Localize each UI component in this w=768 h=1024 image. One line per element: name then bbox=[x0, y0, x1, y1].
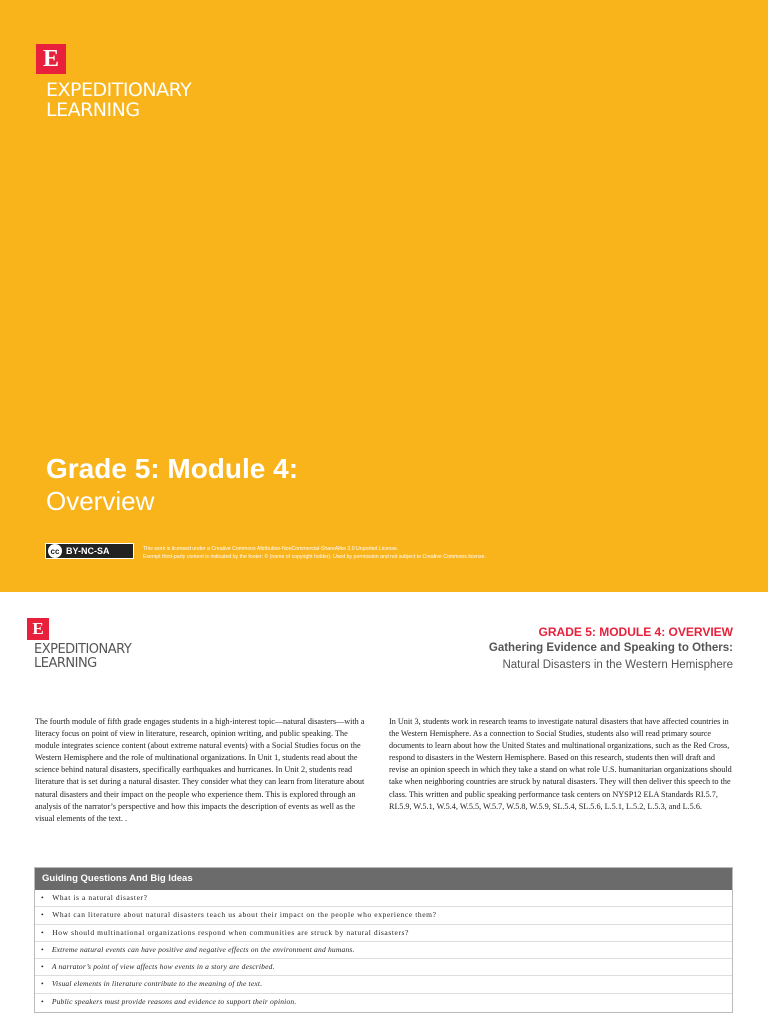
bullet-icon: • bbox=[41, 979, 44, 989]
list-item-text: How should multinational organizations respond when communities are struck by natural disasters? bbox=[52, 927, 410, 937]
page-logo-line2: LEARNING bbox=[34, 655, 97, 671]
cover-title: Grade 5: Module 4: bbox=[46, 453, 299, 484]
license-notice bbox=[143, 545, 593, 562]
big-idea-item bbox=[35, 942, 732, 959]
guiding-questions-table bbox=[34, 867, 733, 1013]
header-module-subtitle: Natural Disasters in the Western Hemisphere bbox=[502, 659, 733, 671]
header-grade-module: GRADE 5: MODULE 4: OVERVIEW bbox=[538, 625, 733, 639]
expeditionary-learning-logo-icon: E bbox=[36, 44, 66, 74]
list-item-text: Public speakers must provide reasons and evidence to support their opinion. bbox=[51, 996, 297, 1006]
bullet-icon: • bbox=[41, 996, 44, 1006]
page-logo-text bbox=[34, 643, 131, 670]
intro-paragraph-left: The fourth module of fifth grade engages students in a high-interest topic—natural disasters—with a literacy focus on point of view in literature, research, opinion writing, and public speaking. The module integrates science content (about extreme natural events) with a Social Studies focus on the Western Hemisphere and the role of multinational organizations. In Unit 1, students read about the science behind natural disasters, specifically earthquakes and hurricanes. In Unit 2, students read literature that is set during a natural disaster. They consider what they can learn from literature about natural disasters and their impact on the people who experience them. This is explored through an analysis of the narrator’s perspective and how this impacts the description of events as well as the visual elements of the text. . bbox=[35, 717, 365, 823]
cc-icon: cc bbox=[48, 544, 62, 558]
header-module-title: Gathering Evidence and Speaking to Others: bbox=[488, 642, 733, 654]
big-idea-item bbox=[35, 959, 732, 976]
cover-logo-line1: EXPEDITIONARY bbox=[46, 79, 192, 101]
cover-logo-text bbox=[46, 81, 191, 121]
page-logo-icon: E bbox=[27, 618, 49, 640]
bullet-icon: • bbox=[41, 893, 45, 902]
license-line-2: Exempt third-party content is indicated by the footer: © (name of copyright holder). Used by permission and not subject to Creative Commons license. bbox=[143, 554, 486, 561]
bullet-icon: • bbox=[41, 944, 44, 954]
list-item-text: What is a natural disaster? bbox=[52, 893, 148, 902]
creative-commons-badge[interactable] bbox=[45, 543, 134, 559]
guiding-question-item bbox=[35, 907, 732, 924]
cc-license-label: BY-NC-SA bbox=[66, 546, 110, 556]
bullet-icon: • bbox=[41, 927, 45, 937]
list-item-text: A narrator’s point of view affects how events in a story are described. bbox=[51, 962, 275, 972]
cover-logo-line2: LEARNING bbox=[46, 98, 140, 121]
license-line-1: This work is licensed under a Creative Commons Attribution-NonCommercial-ShareAlike 3.0 Unported License. bbox=[143, 546, 399, 552]
guiding-questions-list bbox=[35, 890, 732, 1010]
bullet-icon: • bbox=[41, 910, 45, 920]
guiding-questions-heading: Guiding Questions And Big Ideas bbox=[35, 868, 732, 890]
list-item-text: Visual elements in literature contribute to the meaning of the text. bbox=[51, 979, 263, 989]
intro-paragraph-right: In Unit 3, students work in research teams to investigate natural disasters that have affected countries in the Western Hemisphere. As a connection to Social Studies, students also will read primary source documents to learn about how the United States and multinational organizations, such as the Red Cross, respond to disasters in the Western Hemisphere. Based on this research, students then will draft and revise an opinion speech in which they take a stand on what role U.S. humanitarian organizations should take when neighboring countries are struck by natural disasters. They will then deliver this speech to the class. This written and public speaking performance task centers on NYSP12 ELA Standards RI.5.7, RI.5.9, W.5.1, W.5.4, W.5.5, W.5.7, W.5.8, W.5.9, SL.5.4, SL.5.6, L.5.1, L.5.2, L.5.3, and L.5.6. bbox=[389, 717, 732, 811]
page-logo-line1: EXPEDITIONARY bbox=[34, 642, 132, 657]
list-item-text: Extreme natural events can have positive and negative effects on the environment and humans. bbox=[51, 944, 355, 954]
bullet-icon: • bbox=[41, 962, 44, 972]
cover-subtitle: Overview bbox=[46, 486, 155, 516]
big-idea-item bbox=[35, 976, 732, 993]
list-item-text: What can literature about natural disasters teach us about their impact on the people who experience them? bbox=[52, 910, 437, 920]
guiding-question-item bbox=[35, 890, 732, 907]
guiding-question-item bbox=[35, 925, 732, 942]
big-idea-item bbox=[35, 994, 732, 1010]
